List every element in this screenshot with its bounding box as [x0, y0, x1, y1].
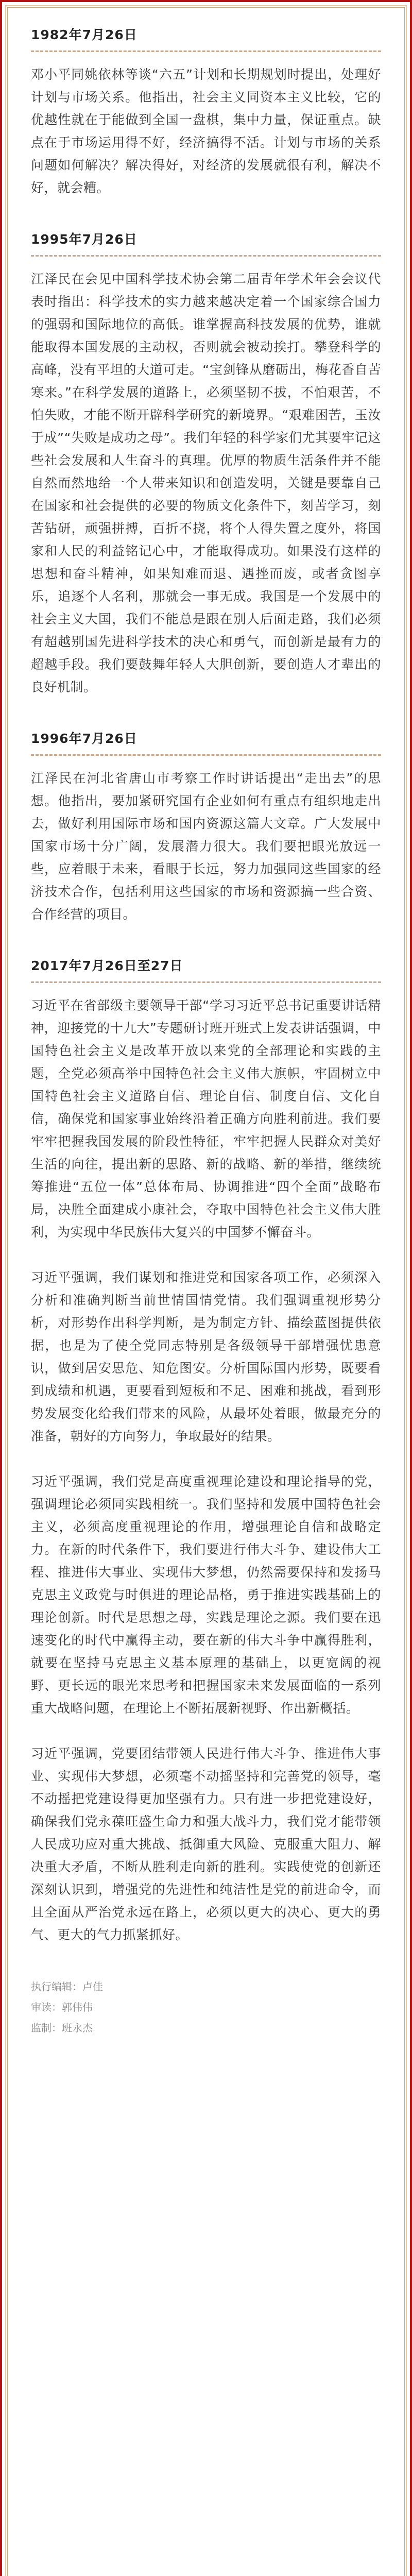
entry-paragraph: 邓小平同姚依林等谈“六五”计划和长期规划时提出，处理好计划与市场关系。他指出，社会主义同资本主义比较，它的优越性就在于能做到全国一盘棋，集中力量，保证重点。缺点在于市场运用得不好，经济搞得不活。计划与市场的关系问题如何解决？解决得好，对经济的发展就很有利，解决不好，就会糟。: [31, 67, 381, 195]
entry-date: 2017年7月26日至27日: [31, 956, 381, 983]
history-entry: [31, 728, 381, 926]
supervisor-credit: 监制：班永杰: [31, 2022, 93, 2034]
entry-date: 1982年7月26日: [31, 25, 381, 52]
entry-paragraph: 江泽民在会见中国科学技术协会第二届青年学术年会会议代表时指出：科学技术的实力越来越决定着一个国家综合国力的强弱和国际地位的高低。谁掌握高科技发展的优势，谁就能取得本国发展的主动权，否则就会被动挨打。攀登科学的高峰，没有平坦的大道可走。“宝剑锋从磨砺出，梅花香自苦寒来。”在科学发展的道路上，必须坚韧不拔，不怕艰苦，不怕失败，才能不断开辟科学研究的新境界。“艰难困苦，玉汝于成”“失败是成功之母”。我们年轻的科学家们尤其要牢记这些社会发展和人生奋斗的真理。优厚的物质生活条件并不能自然而然地给一个人带来知识和创造发明，关键是要靠自己在国家和社会提供的必要的物质文化条件下，刻苦学习，刻苦钻研，顽强拼搏，百折不挠，将个人得失置之度外，将国家和人民的利益铭记心中，才能取得成功。如果没有这样的思想和奋斗精神，如果知难而退、遇挫而废，或者贪图享乐，追逐个人名利，那就会一事无成。我国是一个发展中的社会主义大国，我们不能总是跟在别人后面走路，我们必须有超越别国先进科学技术的决心和勇气，而创新是最有力的超越手段。我们要鼓舞年轻人大胆创新，要创造人才辈出的良好机制。: [31, 272, 381, 694]
entry-paragraph: 江泽民在河北省唐山市考察工作时讲话提出“走出去”的思想。他指出，要加紧研究国有企业如何有重点有组织地走出去，做好利用国际市场和国内资源这篇大文章。广大发展中国家市场十分广阔，发展潜力很大。我们要把眼光放远一些，应着眼于未来，看眼于长远，努力加强同这些国家的经济技术合作，包括利用这些国家的市场和资源搞一些合资、合作经营的项目。: [31, 771, 381, 922]
entry-date: 1996年7月26日: [31, 728, 381, 756]
entry-date: 1995年7月26日: [31, 229, 381, 257]
history-entry: [31, 25, 381, 199]
editor-credit: 执行编辑：卢佳: [31, 1980, 103, 1993]
entry-paragraph: 习近平强调，党要团结带领人民进行伟大斗争、推进伟大事业、实现伟大梦想，必须毫不动摇坚持和完善党的领导，毫不动摇把党建设得更加坚强有力。只有进一步把党建设好，确保我们党永葆旺盛生命力和强大战斗力，我们党才能带领人民成功应对重大挑战、抵御重大风险、克服重大阻力、解决重大矛盾，不断从胜利走向新的胜利。实践使党的创新还深刻认识到，增强党的先进性和纯洁性是党的前进命令，而且全面从严治党永远在路上，必须以更大的决心、更大的勇气、更大的气力抓紧抓好。: [31, 1746, 381, 1942]
entry-paragraph: 习近平强调，我们谋划和推进党和国家各项工作，必须深入分析和准确判断当前世情国情党情。我们强调重视形势分析，对形势作出科学判断，是为制定方针、描绘蓝图提供依据，也是为了使全党同志特别是各级领导干部增强忧患意识，做到居安思危、知危图安。分析国际国内形势，既要看到成绩和机遇，更要看到短板和不足、困难和挑战，看到形势发展变化给我们带来的风险，从最坏处着眼，做最充分的准备，朝好的方向努力，争取最好的结果。: [31, 1270, 381, 1444]
history-entry: [31, 956, 381, 1946]
history-entry: [31, 229, 381, 699]
credits-block: [31, 1976, 381, 2038]
reviewer-credit: 审读：郭伟伟: [31, 2001, 93, 2013]
entry-paragraph: 习近平强调，我们党是高度重视理论建设和理论指导的党，强调理论必须同实践相统一。我们坚持和发展中国特色社会主义，必须高度重视理论的作用，增强理论自信和战略定力。在新的时代条件下，我们要进行伟大斗争、建设伟大工程、推进伟大事业、实现伟大梦想，仍然需要保持和发扬马克思主义政党与时俱进的理论品格，勇于推进实践基础上的理论创新。时代是思想之母，实践是理论之源。我们要在迅速变化的时代中赢得主动，要在新的伟大斗争中赢得胜利，就要在坚持马克思主义基本原理的基础上，以更宽阔的视野、更长远的眼光来思考和把握国家未来发展面临的一系列重大战略问题，在理论上不断拓展新视野、作出新概括。: [31, 1474, 381, 1716]
entry-paragraph: 习近平在省部级主要领导干部“学习习近平总书记重要讲话精神，迎接党的十九大”专题研讨班开班式上发表讲话强调，中国特色社会主义是改革开放以来党的全部理论和实践的主题，全党必须高举中国特色社会主义伟大旗帜，牢固树立中国特色社会主义道路自信、理论自信、制度自信、文化自信，确保党和国家事业始终沿着正确方向胜利前进。我们要牢牢把握我国发展的阶段性特征，牢牢把握人民群众对美好生活的向往，提出新的思路、新的战略、新的举措，继续统筹推进“五位一体”总体布局、协调推进“四个全面”战略布局，决胜全面建成小康社会，夺取中国特色社会主义伟大胜利，为实现中华民族伟大复兴的中国梦不懈奋斗。: [31, 998, 381, 1240]
